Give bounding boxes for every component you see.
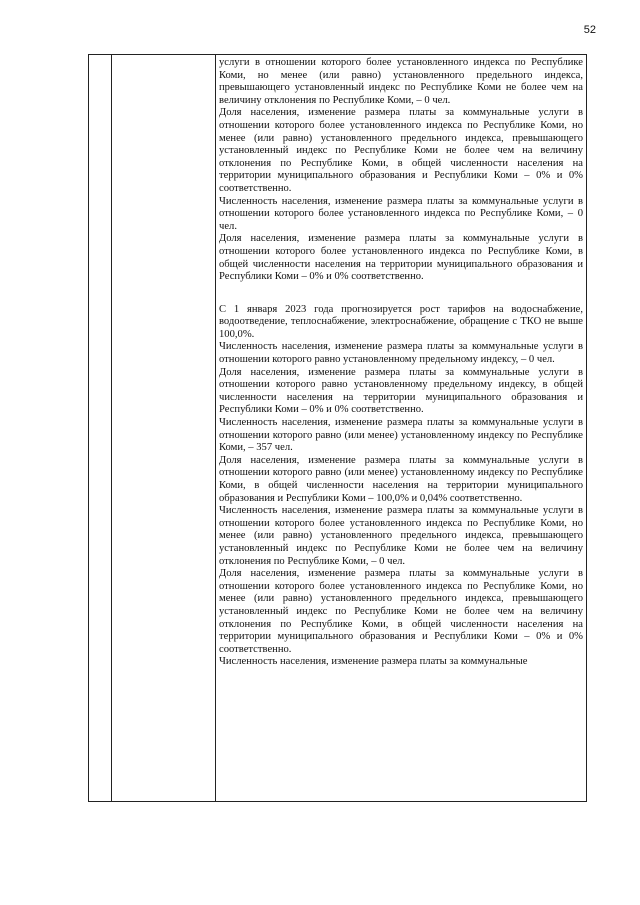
paragraph: Численность населения, изменение размера платы за коммунальные — [219, 656, 528, 668]
paragraph: Доля населения, изменение размера платы за коммунальные услуги в отношении которого более установленного индекса по Республике Коми, но менее (или равно) установленного предельного индекса, превышающего установленный индекс по Республике Коми не более чем на величину отклонения по Республике Коми, в общей численности населения на территории муниципального образования и Республики Коми – 0% и 0% соответственно. — [219, 568, 583, 655]
paragraph: услуги в отношении которого более установленного индекса по Республике Коми, но менее (или равно) установленного предельного индекса, превышающего установленный индекс по Республике Коми не более чем на величину отклонения по Республике Коми, – 0 чел. — [219, 57, 583, 106]
paragraph: Доля населения, изменение размера платы за коммунальные услуги в отношении которого более установленного индекса по Республике Коми, но менее (или равно) установленного предельного индекса, превышающего установленный индекс по Республике Коми не более чем на величину отклонения по Республике Коми, в общей численности населения на территории муниципального образования и Республики Коми – 0% и 0% соответственно. — [219, 107, 583, 194]
cell-text-body — [216, 55, 586, 801]
table-cell-empty-1 — [89, 55, 112, 802]
paragraph: Численность населения, изменение размера платы за коммунальные услуги в отношении которого равно установленному предельному индексу, – 0 чел. — [219, 341, 583, 366]
paragraph: Доля населения, изменение размера платы за коммунальные услуги в отношении которого более установленного индекса по Республике Коми, в общей численности населения на территории муниципального образования и Республики Коми – 0% и 0% соответственно. — [219, 233, 583, 283]
table-row — [89, 55, 587, 802]
page-number: 52 — [583, 24, 596, 36]
paragraph: Численность населения, изменение размера платы за коммунальные услуги в отношении которого более установленного индекса по Республике Коми, но менее (или равно) установленного предельного индекса, превышающего установленный индекс по Республике Коми не более чем на величину отклонения по Республике Коми, – 0 чел. — [219, 505, 583, 567]
content-table — [88, 54, 587, 802]
table-cell-text — [216, 55, 587, 802]
paragraph: Доля населения, изменение размера платы за коммунальные услуги в отношении которого равно установленному предельному индексу, в общей численности населения на территории муниципального образования и Республики Коми – 0% и 0% соответственно. — [219, 366, 583, 416]
paragraph-gap — [219, 284, 583, 304]
table-cell-empty-2 — [112, 55, 216, 802]
paragraph: Доля населения, изменение размера платы за коммунальные услуги в отношении которого равно (или менее) установленному индексу по Республике Коми, в общей численности населения на территории муниципального образования и Республики Коми – 100,0% и 0,04% соответственно. — [219, 454, 583, 504]
paragraph: С 1 января 2023 года прогнозируется рост тарифов на водоснабжение, водоотведение, теплоснабжение, электроснабжение, обращение с ТКО не выше 100,0%. — [219, 303, 583, 340]
paragraph: Численность населения, изменение размера платы за коммунальные услуги в отношении которого равно (или менее) установленному индексу по Республике Коми, – 357 чел. — [219, 417, 583, 454]
paragraph: Численность населения, изменение размера платы за коммунальные услуги в отношении которого более установленного индекса по Республике Коми, – 0 чел. — [219, 195, 583, 232]
